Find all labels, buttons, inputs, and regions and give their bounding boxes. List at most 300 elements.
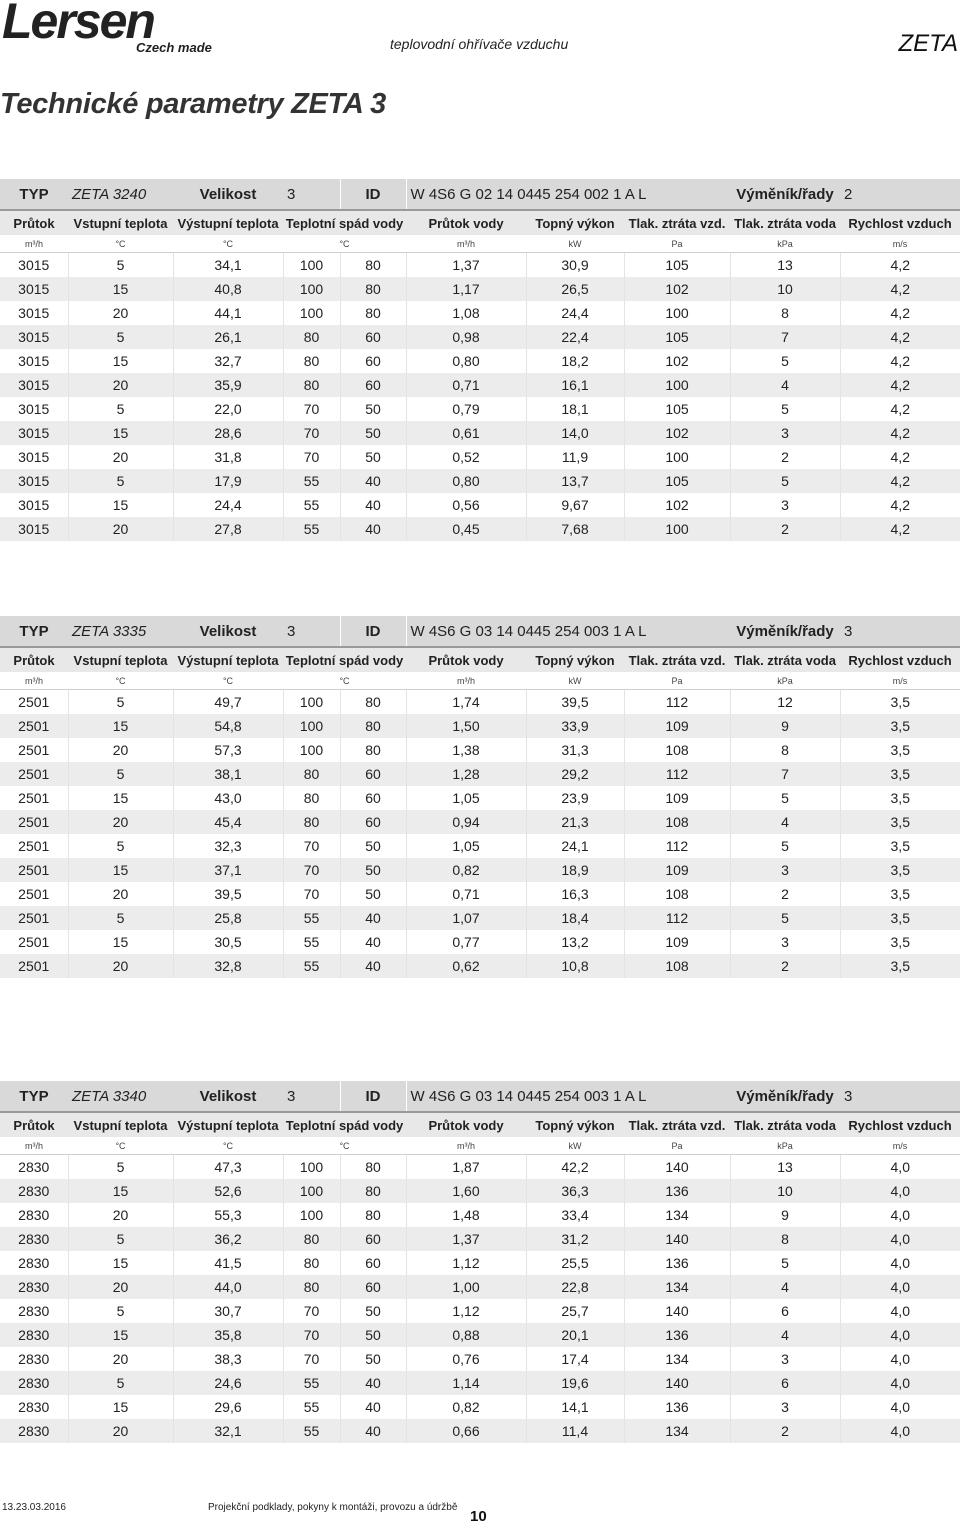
table-cell: 80 <box>340 1203 406 1227</box>
unit-cell: Pa <box>624 1137 730 1155</box>
table-cell: 32,3 <box>173 834 283 858</box>
table-row <box>0 301 960 325</box>
table-cell: 2501 <box>0 858 68 882</box>
table-cell: 3015 <box>0 373 68 397</box>
table-cell: 50 <box>340 1323 406 1347</box>
column-header: Průtok <box>0 210 68 235</box>
table-cell: 4,0 <box>840 1323 960 1347</box>
table-cell: 140 <box>624 1299 730 1323</box>
vymenik-label: Výměník/řady <box>730 1081 840 1112</box>
table-cell: 1,60 <box>406 1179 526 1203</box>
table-cell: 5 <box>68 834 173 858</box>
table-cell: 5 <box>68 906 173 930</box>
table-cell: 55 <box>283 1395 340 1419</box>
unit-cell: m/s <box>840 1137 960 1155</box>
table-cell: 70 <box>283 1347 340 1371</box>
table-cell: 5 <box>68 325 173 349</box>
table-cell: 36,2 <box>173 1227 283 1251</box>
table-cell: 20 <box>68 445 173 469</box>
table-cell: 3,5 <box>840 954 960 978</box>
table-cell: 80 <box>283 810 340 834</box>
table-cell: 3,5 <box>840 858 960 882</box>
unit-cell: Pa <box>624 672 730 690</box>
table-cell: 5 <box>68 690 173 715</box>
typ-label: TYP <box>0 1081 68 1112</box>
table-cell: 4,0 <box>890 1399 910 1415</box>
typ-value: ZETA 3340 <box>68 1081 173 1112</box>
id-value: W 4S6 G 02 14 0445 254 002 1 A L <box>406 179 730 210</box>
table-cell: 100 <box>283 714 340 738</box>
table-cell: 40 <box>340 469 406 493</box>
table-cell: 32,7 <box>173 349 283 373</box>
table-cell: 4 <box>730 1275 840 1299</box>
table-cell: 60 <box>340 1227 406 1251</box>
table-cell: 100 <box>624 445 730 469</box>
table-cell: 0,61 <box>406 421 526 445</box>
units-row <box>0 1137 960 1155</box>
table-cell: 2830 <box>0 1323 68 1347</box>
table-cell: 50 <box>340 445 406 469</box>
table-cell: 5 <box>730 906 840 930</box>
table-row <box>0 1251 960 1275</box>
table-cell: 5 <box>730 786 840 810</box>
table-cell: 35,9 <box>173 373 283 397</box>
velikost-label: Velikost <box>173 1081 283 1112</box>
table-cell: 102 <box>624 493 730 517</box>
table-cell: 15 <box>68 930 173 954</box>
table-cell: 15 <box>68 1323 173 1347</box>
table-cell: 60 <box>340 349 406 373</box>
table-cell: 20 <box>68 517 173 541</box>
table-cell: 100 <box>283 1155 340 1180</box>
table-cell: 1,50 <box>406 714 526 738</box>
logo-tagline: Czech made <box>136 40 212 55</box>
table-cell: 50 <box>340 397 406 421</box>
velikost-value: 3 <box>283 616 340 647</box>
table-cell: 134 <box>624 1203 730 1227</box>
table-cell: 15 <box>68 349 173 373</box>
table-cell: 15 <box>68 1179 173 1203</box>
column-header: Topný výkon <box>526 210 624 235</box>
table-cell: 100 <box>624 373 730 397</box>
table-type-row <box>0 616 960 647</box>
table-cell: 45,4 <box>173 810 283 834</box>
table-cell: 3015 <box>0 493 68 517</box>
table-cell: 5 <box>68 1155 173 1180</box>
table-cell: 24,4 <box>173 493 283 517</box>
velikost-label: Velikost <box>173 616 283 647</box>
table-row <box>0 469 960 493</box>
table-cell: 40 <box>340 954 406 978</box>
table-cell: 13 <box>730 253 840 278</box>
table-cell: 15 <box>68 1395 173 1419</box>
table-cell: 1,05 <box>406 786 526 810</box>
table-row <box>0 1347 960 1371</box>
unit-cell: °C <box>283 235 406 253</box>
spec-table-block <box>0 1081 960 1443</box>
table-cell: 112 <box>624 690 730 715</box>
table-cell: 70 <box>283 834 340 858</box>
table-cell: 4,0 <box>840 1275 960 1299</box>
table-cell: 15 <box>68 1251 173 1275</box>
table-cell: 20 <box>68 810 173 834</box>
table-cell: 42,2 <box>526 1155 624 1180</box>
table-cell: 8 <box>730 738 840 762</box>
table-cell: 50 <box>340 882 406 906</box>
table-cell: 3015 <box>0 517 68 541</box>
table-cell: 0,98 <box>406 325 526 349</box>
column-header-row <box>0 1112 960 1137</box>
table-cell: 55 <box>283 493 340 517</box>
table-cell: 25,8 <box>173 906 283 930</box>
table-cell: 20,1 <box>526 1323 624 1347</box>
table-cell: 4,2 <box>890 497 910 513</box>
table-cell: 10 <box>730 277 840 301</box>
table-cell: 80 <box>340 1179 406 1203</box>
table-cell: 80 <box>283 786 340 810</box>
column-header: Teplotní spád vody <box>283 210 406 235</box>
table-cell: 18,1 <box>526 397 624 421</box>
table-cell: 9,67 <box>526 493 624 517</box>
table-cell: 2830 <box>0 1251 68 1275</box>
table-cell: 50 <box>340 1299 406 1323</box>
table-cell: 19,6 <box>526 1371 624 1395</box>
table-cell: 4,2 <box>840 469 960 493</box>
table-cell: 1,05 <box>406 834 526 858</box>
table-cell: 3,5 <box>890 742 910 758</box>
table-cell: 105 <box>624 253 730 278</box>
table-cell: 27,8 <box>173 517 283 541</box>
table-cell: 3,5 <box>890 694 910 710</box>
table-cell: 100 <box>283 1179 340 1203</box>
table-cell: 102 <box>624 349 730 373</box>
unit-cell: °C <box>68 672 173 690</box>
table-cell: 140 <box>624 1155 730 1180</box>
id-value: W 4S6 G 03 14 0445 254 003 1 A L <box>406 1081 730 1112</box>
unit-cell: m³/h <box>406 1137 526 1155</box>
table-cell: 70 <box>283 445 340 469</box>
table-cell: 24,4 <box>526 301 624 325</box>
table-cell: 21,3 <box>526 810 624 834</box>
table-cell: 3,5 <box>840 714 960 738</box>
table-cell: 80 <box>340 277 406 301</box>
table-cell: 22,4 <box>526 325 624 349</box>
unit-cell: m/s <box>840 672 960 690</box>
unit-cell: m/s <box>840 235 960 253</box>
table-cell: 0,56 <box>406 493 526 517</box>
header-subtitle: teplovodní ohřívače vzduchu <box>390 36 569 52</box>
table-cell: 5 <box>730 1251 840 1275</box>
table-row <box>0 373 960 397</box>
table-cell: 5 <box>68 1371 173 1395</box>
table-cell: 1,38 <box>406 738 526 762</box>
column-header: Tlak. ztráta voda <box>730 647 840 672</box>
column-header: Tlak. ztráta voda <box>730 1112 840 1137</box>
table-cell: 3,5 <box>890 934 910 950</box>
table-cell: 44,0 <box>173 1275 283 1299</box>
table-cell: 11,4 <box>526 1419 624 1443</box>
table-row <box>0 1299 960 1323</box>
unit-cell: °C <box>68 1137 173 1155</box>
table-row <box>0 714 960 738</box>
vymenik-value: 3 <box>840 1081 960 1112</box>
table-cell: 3,5 <box>890 838 910 854</box>
column-header: Rychlost vzduch <box>840 210 960 235</box>
table-cell: 25,5 <box>526 1251 624 1275</box>
table-cell: 55 <box>283 469 340 493</box>
table-cell: 3015 <box>0 445 68 469</box>
table-cell: 2830 <box>0 1419 68 1443</box>
table-cell: 0,71 <box>406 373 526 397</box>
table-row <box>0 762 960 786</box>
table-cell: 100 <box>283 1203 340 1227</box>
table-cell: 108 <box>624 738 730 762</box>
table-cell: 2501 <box>0 762 68 786</box>
table-cell: 40 <box>340 1419 406 1443</box>
table-cell: 60 <box>340 786 406 810</box>
table-cell: 3015 <box>0 301 68 325</box>
table-cell: 3,5 <box>840 906 960 930</box>
table-cell: 25,7 <box>526 1299 624 1323</box>
table-cell: 2830 <box>0 1227 68 1251</box>
table-cell: 136 <box>624 1179 730 1203</box>
unit-cell: kW <box>526 672 624 690</box>
unit-cell: kPa <box>730 1137 840 1155</box>
table-cell: 1,07 <box>406 906 526 930</box>
table-row <box>0 930 960 954</box>
table-cell: 20 <box>68 1419 173 1443</box>
table-cell: 40 <box>340 906 406 930</box>
table-cell: 40 <box>340 493 406 517</box>
table-cell: 3,5 <box>840 810 960 834</box>
column-header: Výstupní teplota <box>173 210 283 235</box>
table-cell: 0,66 <box>406 1419 526 1443</box>
table-cell: 3015 <box>0 397 68 421</box>
table-cell: 29,2 <box>526 762 624 786</box>
table-cell: 1,00 <box>406 1275 526 1299</box>
table-cell: 10,8 <box>526 954 624 978</box>
table-row <box>0 1371 960 1395</box>
table-cell: 70 <box>283 397 340 421</box>
table-cell: 80 <box>340 1155 406 1180</box>
table-cell: 44,1 <box>173 301 283 325</box>
table-cell: 70 <box>283 1299 340 1323</box>
table-cell: 55 <box>283 1419 340 1443</box>
table-cell: 15 <box>68 858 173 882</box>
table-cell: 109 <box>624 714 730 738</box>
table-cell: 1,37 <box>406 253 526 278</box>
table-cell: 33,4 <box>526 1203 624 1227</box>
table-cell: 2830 <box>0 1203 68 1227</box>
table-cell: 3,5 <box>890 790 910 806</box>
table-cell: 40,8 <box>173 277 283 301</box>
table-cell: 4,0 <box>840 1419 960 1443</box>
table-cell: 4,2 <box>840 517 960 541</box>
table-cell: 2 <box>730 954 840 978</box>
table-cell: 15 <box>68 714 173 738</box>
table-cell: 1,08 <box>406 301 526 325</box>
table-cell: 8 <box>730 1227 840 1251</box>
table-cell: 112 <box>624 762 730 786</box>
table-cell: 4,0 <box>890 1303 910 1319</box>
table-cell: 1,87 <box>406 1155 526 1180</box>
table-cell: 1,12 <box>406 1299 526 1323</box>
table-cell: 38,3 <box>173 1347 283 1371</box>
table-cell: 20 <box>68 1203 173 1227</box>
column-header: Topný výkon <box>526 647 624 672</box>
table-cell: 28,6 <box>173 421 283 445</box>
logo-wordmark: Lersen <box>2 0 154 49</box>
table-cell: 80 <box>283 762 340 786</box>
table-cell: 4,2 <box>890 449 910 465</box>
typ-value: ZETA 3240 <box>68 179 173 210</box>
table-cell: 5 <box>68 253 173 278</box>
table-cell: 13,7 <box>526 469 624 493</box>
table-cell: 3015 <box>0 469 68 493</box>
table-cell: 6 <box>730 1371 840 1395</box>
table-cell: 136 <box>624 1251 730 1275</box>
table-cell: 2 <box>730 445 840 469</box>
table-cell: 0,80 <box>406 349 526 373</box>
column-header: Teplotní spád vody <box>283 647 406 672</box>
table-cell: 7 <box>730 325 840 349</box>
table-cell: 60 <box>340 373 406 397</box>
table-cell: 102 <box>624 277 730 301</box>
unit-cell: m³/h <box>406 235 526 253</box>
table-cell: 0,77 <box>406 930 526 954</box>
column-header: Průtok vody <box>406 1112 526 1137</box>
table-cell: 20 <box>68 882 173 906</box>
table-cell: 100 <box>624 301 730 325</box>
unit-cell: Pa <box>624 235 730 253</box>
table-cell: 2 <box>730 1419 840 1443</box>
column-header: Průtok vody <box>406 647 526 672</box>
table-cell: 4,0 <box>840 1371 960 1395</box>
table-cell: 112 <box>624 834 730 858</box>
table-row <box>0 421 960 445</box>
table-cell: 80 <box>283 325 340 349</box>
table-row <box>0 690 960 715</box>
table-cell: 29,6 <box>173 1395 283 1419</box>
table-cell: 20 <box>68 1275 173 1299</box>
column-header-row <box>0 647 960 672</box>
column-header: Tlak. ztráta vzd. <box>624 647 730 672</box>
table-cell: 0,62 <box>406 954 526 978</box>
table-cell: 10 <box>730 1179 840 1203</box>
column-header: Vstupní teplota <box>68 1112 173 1137</box>
vymenik-label: Výměník/řady <box>730 179 840 210</box>
id-label: ID <box>340 179 406 210</box>
table-cell: 4,2 <box>840 277 960 301</box>
table-cell: 30,9 <box>526 253 624 278</box>
table-row <box>0 1227 960 1251</box>
column-header: Tlak. ztráta vzd. <box>624 1112 730 1137</box>
table-cell: 40 <box>340 517 406 541</box>
table-cell: 112 <box>624 906 730 930</box>
table-row <box>0 1155 960 1180</box>
table-cell: 70 <box>283 1323 340 1347</box>
table-cell: 5 <box>730 349 840 373</box>
table-row <box>0 1179 960 1203</box>
table-cell: 1,37 <box>406 1227 526 1251</box>
column-header: Topný výkon <box>526 1112 624 1137</box>
table-row <box>0 954 960 978</box>
table-cell: 140 <box>624 1227 730 1251</box>
velikost-label: Velikost <box>173 179 283 210</box>
table-cell: 20 <box>68 954 173 978</box>
spec-table <box>0 1081 960 1443</box>
table-cell: 18,2 <box>526 349 624 373</box>
table-cell: 24,6 <box>173 1371 283 1395</box>
table-cell: 54,8 <box>173 714 283 738</box>
table-cell: 100 <box>624 517 730 541</box>
unit-cell: °C <box>68 235 173 253</box>
table-cell: 2501 <box>0 882 68 906</box>
table-cell: 13 <box>730 1155 840 1180</box>
table-cell: 0,76 <box>406 1347 526 1371</box>
table-cell: 15 <box>68 786 173 810</box>
unit-cell: °C <box>283 1137 406 1155</box>
table-cell: 100 <box>283 690 340 715</box>
table-row <box>0 517 960 541</box>
table-cell: 2501 <box>0 714 68 738</box>
table-cell: 11,9 <box>526 445 624 469</box>
table-cell: 2830 <box>0 1395 68 1419</box>
table-cell: 55 <box>283 1371 340 1395</box>
table-cell: 0,71 <box>406 882 526 906</box>
table-cell: 50 <box>340 834 406 858</box>
unit-cell: °C <box>283 672 406 690</box>
table-cell: 4,2 <box>840 325 960 349</box>
unit-cell: kW <box>526 235 624 253</box>
table-cell: 108 <box>624 954 730 978</box>
table-cell: 14,1 <box>526 1395 624 1419</box>
table-cell: 32,8 <box>173 954 283 978</box>
table-cell: 24,1 <box>526 834 624 858</box>
table-row <box>0 445 960 469</box>
typ-label: TYP <box>0 616 68 647</box>
table-cell: 2501 <box>0 906 68 930</box>
typ-value: ZETA 3335 <box>68 616 173 647</box>
table-cell: 0,79 <box>406 397 526 421</box>
table-cell: 105 <box>624 469 730 493</box>
table-cell: 5 <box>730 469 840 493</box>
table-cell: 4,2 <box>840 421 960 445</box>
table-cell: 15 <box>68 493 173 517</box>
table-cell: 8 <box>730 301 840 325</box>
table-cell: 0,80 <box>406 469 526 493</box>
table-cell: 5 <box>68 469 173 493</box>
table-cell: 22,8 <box>526 1275 624 1299</box>
table-cell: 14,0 <box>526 421 624 445</box>
id-value: W 4S6 G 03 14 0445 254 003 1 A L <box>406 616 730 647</box>
table-cell: 16,1 <box>526 373 624 397</box>
table-cell: 3015 <box>0 349 68 373</box>
table-cell: 4,2 <box>890 257 910 273</box>
brand-logo <box>2 0 222 58</box>
table-cell: 4,0 <box>890 1159 910 1175</box>
table-cell: 30,5 <box>173 930 283 954</box>
table-cell: 60 <box>340 325 406 349</box>
units-row <box>0 235 960 253</box>
table-cell: 2501 <box>0 954 68 978</box>
typ-label: TYP <box>0 179 68 210</box>
table-cell: 43,0 <box>173 786 283 810</box>
table-cell: 4,2 <box>890 401 910 417</box>
table-cell: 39,5 <box>526 690 624 715</box>
table-cell: 9 <box>730 714 840 738</box>
column-header: Vstupní teplota <box>68 647 173 672</box>
